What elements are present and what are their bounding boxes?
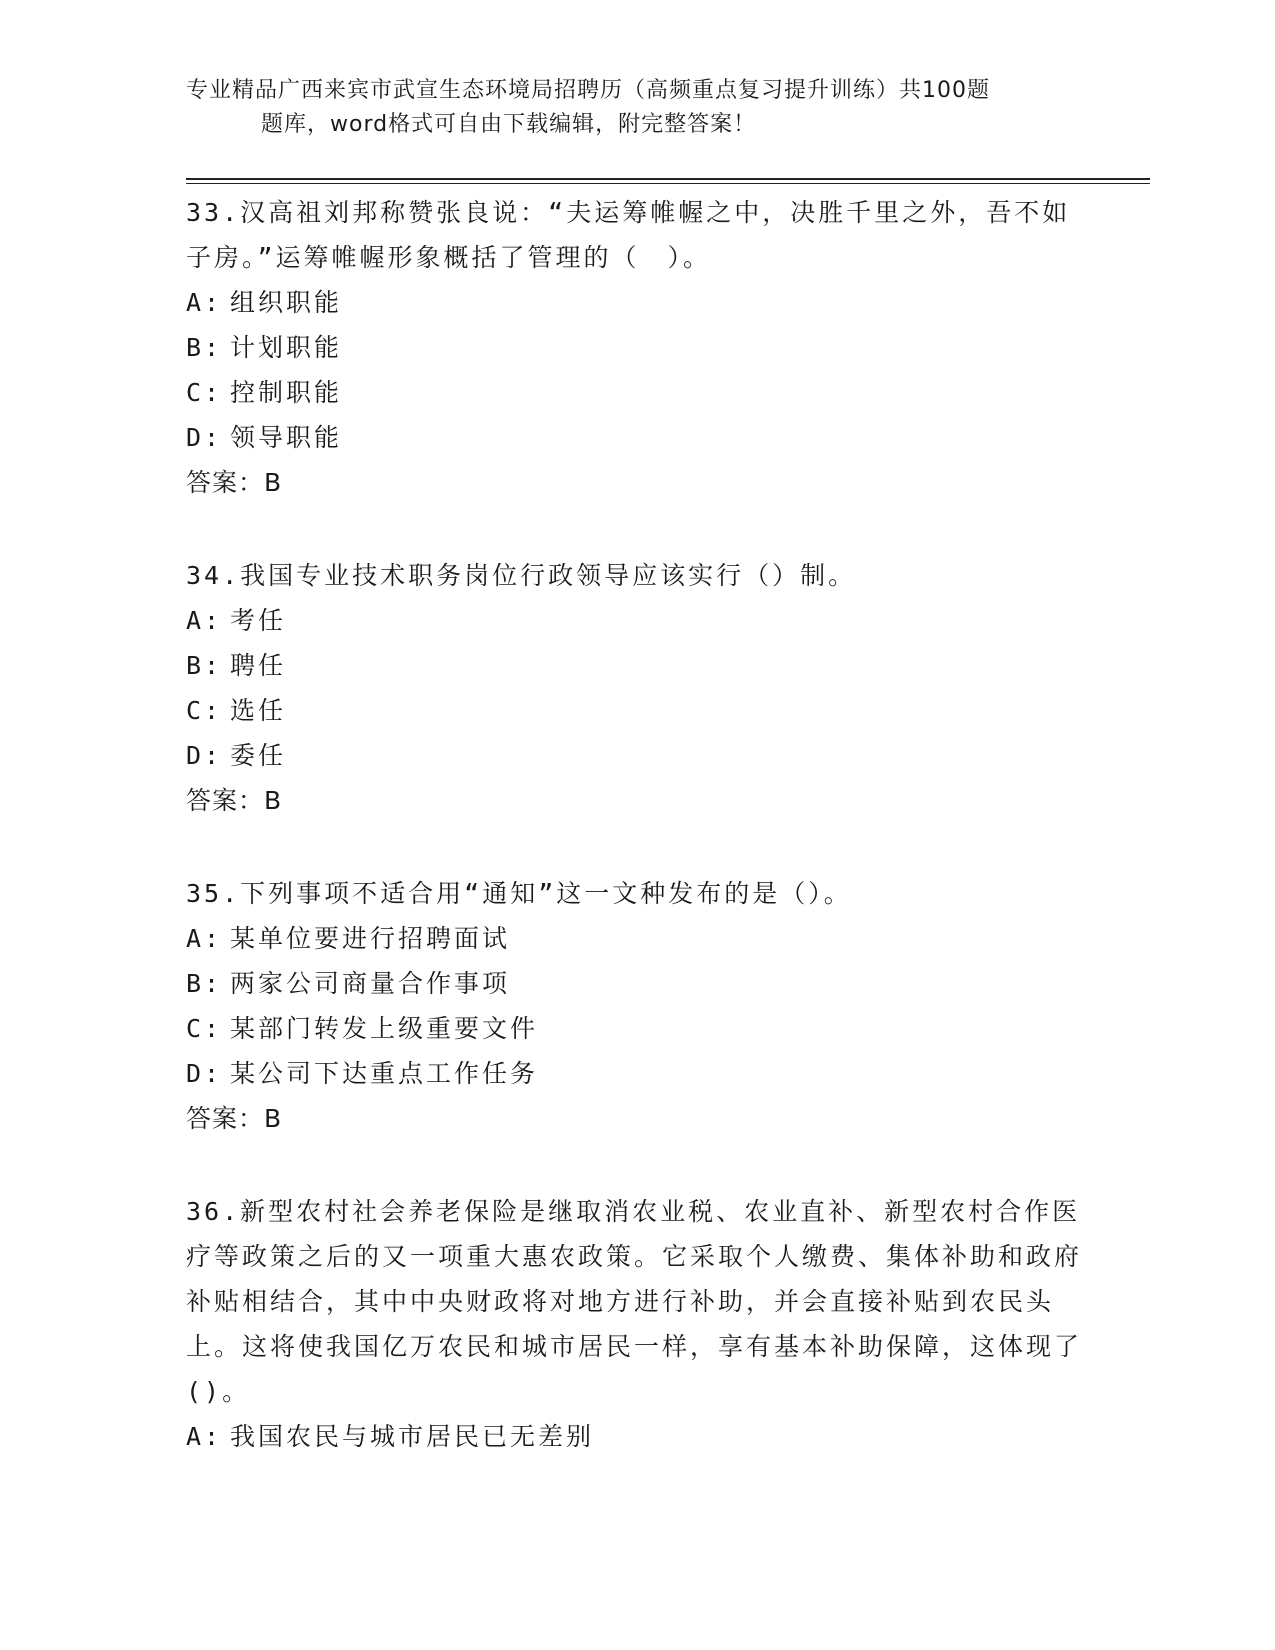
option-letter: A: (186, 288, 223, 317)
option-b (186, 325, 1086, 370)
question-stem: 下列事项不适合用“通知”这一文种发布的是（）。 (240, 879, 852, 908)
header-title-line1: 专业精品广西来宾市武宣生态环境局招聘历（高频重点复习提升训练）共100题 (186, 78, 990, 103)
option-text: 选任 (230, 696, 287, 725)
document-header (186, 74, 1066, 142)
header-divider-thick (186, 178, 1150, 180)
option-d (186, 415, 1086, 460)
question-text (186, 871, 1086, 916)
option-c (186, 1006, 1086, 1051)
option-text: 考任 (230, 606, 287, 635)
option-d (186, 1051, 1086, 1096)
option-d (186, 733, 1086, 778)
option-a (186, 1414, 1086, 1459)
header-divider-thin (186, 183, 1150, 184)
option-text: 组织职能 (230, 288, 343, 317)
question-stem: 我国专业技术职务岗位行政领导应该实行（）制。 (240, 561, 857, 590)
option-letter: D: (186, 741, 223, 770)
question-number: 34. (186, 561, 241, 590)
answer-line: 答案：B (186, 468, 283, 497)
answer-line: 答案：B (186, 1104, 283, 1133)
option-letter: A: (186, 924, 223, 953)
question-number: 36. (186, 1197, 241, 1226)
question-33 (186, 190, 1086, 505)
option-text: 某公司下达重点工作任务 (230, 1059, 539, 1088)
option-text: 委任 (230, 741, 287, 770)
question-number: 33. (186, 198, 241, 227)
option-text: 某部门转发上级重要文件 (230, 1014, 539, 1043)
question-stem: 新型农村社会养老保险是继取消农业税、农业直补、新型农村合作医疗等政策之后的又一项重大惠农政策。它采取个人缴费、集体补助和政府补贴相结合，其中中央财政将对地方进行补助，并会直接补贴到农民头上。这将使我国亿万农民和城市居民一样，享有基本补助保障，这体现了()。 (186, 1197, 1083, 1406)
question-text (186, 1189, 1086, 1414)
option-text: 计划职能 (230, 333, 343, 362)
option-text: 我国农民与城市居民已无差别 (230, 1422, 595, 1451)
option-text: 领导职能 (230, 423, 343, 452)
question-34 (186, 553, 1086, 823)
option-letter: C: (186, 378, 223, 407)
option-b (186, 643, 1086, 688)
option-letter: B: (186, 969, 223, 998)
option-b (186, 961, 1086, 1006)
option-c (186, 370, 1086, 415)
option-letter: A: (186, 606, 223, 635)
option-a (186, 598, 1086, 643)
question-36 (186, 1189, 1086, 1459)
question-list (186, 190, 1086, 1507)
option-letter: D: (186, 1059, 223, 1088)
question-stem: 汉高祖刘邦称赞张良说：“夫运筹帷幄之中，决胜千里之外，吾不如子房。”运筹帷幄形象概括了管理的（ ）。 (186, 198, 1071, 272)
option-c (186, 688, 1086, 733)
option-letter: C: (186, 696, 223, 725)
question-text (186, 190, 1086, 280)
option-letter: B: (186, 333, 223, 362)
option-letter: A: (186, 1422, 223, 1451)
option-text: 控制职能 (230, 378, 343, 407)
option-letter: C: (186, 1014, 223, 1043)
option-text: 两家公司商量合作事项 (230, 969, 511, 998)
header-title-line2: 题库，word格式可自由下载编辑，附完整答案！ (261, 112, 757, 137)
option-letter: B: (186, 651, 223, 680)
option-text: 某单位要进行招聘面试 (230, 924, 511, 953)
option-a (186, 280, 1086, 325)
answer-line: 答案：B (186, 786, 283, 815)
option-letter: D: (186, 423, 223, 452)
question-35 (186, 871, 1086, 1141)
question-text (186, 553, 1086, 598)
question-number: 35. (186, 879, 241, 908)
option-text: 聘任 (230, 651, 287, 680)
option-a (186, 916, 1086, 961)
